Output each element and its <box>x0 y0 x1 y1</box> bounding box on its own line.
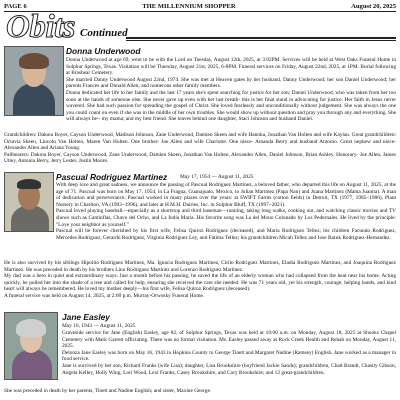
obituary-body-full-width <box>4 132 396 165</box>
obituary-paragraph: Grandchildren: Dakota Boyer, Cayson Underwood, Madison Johnson, Zane Underwood, Damien Skeen and wife Hannha, Jonathan Van Holten and wife Kaylan. Great grandchildren: Octavia Skeen, Lincoln Van Holten, Maren Van Holten. One brother- Joe Allen and wife Charlotte. One niece- Amanda Berry and husband Antonio. Great nephew and niece- Alexander Allen and Ariana Young. <box>4 132 396 152</box>
obituary-paragraph: Jane is survived by her son, Richard Franks (wife Lisa); daughter, Lisa Brookshire (boyfriend Jackie Sands); grandchildren, Chad Brandt, Chasity Gibson, Angela Kelley, Holly Wing, Lori Wood, Lexi Franks, Casey Brookshire, and Cory Brookshire; and 12 great-grandchildren. <box>62 362 396 376</box>
publication-name: THE MILLENNIUM SHOPPER <box>142 3 236 10</box>
page-number: PAGE 6 <box>4 3 27 10</box>
portrait-photo-jane-easley <box>4 312 58 380</box>
obituary-name: Pascual Rodriguez Martinez <box>56 172 168 182</box>
obituary-paragraph: He is also survived by his siblings Hipolito Rodriguez Martinez, Ma. Ignacia Rodriguez Martinez, Cirilo Rodriguez Martinez, Eladia Rodriguez Martinez, and Joaquina Rodriguez Martinez. He was preceded in death by his brothers Lino Rodriguez Martinez and Lorenzo Rodriguez Martinez. <box>4 260 396 273</box>
issue-date: August 20, 2025 <box>351 3 396 10</box>
obituary-dates: May 17, 1954 — August 11, 2025 <box>180 174 254 180</box>
obituary-body <box>62 330 396 376</box>
obituary-paragraph: Pascual loved playing baseball—especially as a shortstop and third baseman—running, taking long walks, cooking out, and watching classic movies and TV shows such as Cantinflas, Chavo del Ocho, and La India Maria. His favorite song was La del Mono Colonado by Los Pedernales. He lived by the principle: "Love your neighbor as yourself." <box>56 208 396 228</box>
section-divider <box>126 37 396 39</box>
obituary-paragraph: Delonza Jane Easley was born on May 16, 1943 in Hopkins County to George Tinett and Margaret Nadine (Ramsey) English. Jane worked as a manager in food service. <box>62 349 396 363</box>
obituary-paragraph: A funeral service was held on August 14, 2025, at 2:00 p.m. Murray-Orwosky Funeral Home. <box>4 292 205 299</box>
obituary-paragraph: Graveside service for Jane (English) Easley, age 82, of Sulphur Springs, Texas was held at 10:00 a.m. on Monday, August 18, 2025 at Shooks Chapel Cemetery with Mark Garrett officiating. There was no formal visitation. Ms. Easley passed away at Rock Creek Health and Rehab on Monday, August 11, 2025. <box>62 330 396 350</box>
section-title: Obits <box>6 9 76 45</box>
obituary-body <box>56 182 396 241</box>
section-continued-label: Continued <box>80 27 128 39</box>
portrait-photo-donna-underwood <box>4 46 64 116</box>
obituary-body-full-width <box>4 260 396 300</box>
obituary-paragraph: Pallbearers: Dakota Boyer, Cayson Underwood, Zane Underwood, Damien Skeen, Jonathan Van Holten, Alexander Allen, Daniel Johnson, Brian Ashley. Honorary- Joe Allen, James Utley, Antonia Berry, Jerry Lester, Justin Moore. <box>4 151 396 165</box>
obituary-paragraph: She married Danny Underwood August 22nd, 1974. She was met at Heaven gates by her husband, Danny Underwood; her son Daniel Underwood; her parents Frances and Donald Allen; and numerous other family members. <box>66 76 396 90</box>
obituary-name: Jane Easley <box>62 312 110 322</box>
obituary-body <box>66 57 396 123</box>
obituary-entry-donna-underwood <box>4 46 396 174</box>
obituary-paragraph: My dad was a hero in quiet and extraordinary ways. Just a month before his passing, he saved the life of an elderly woman who had collapsed from the heat near his home. Acting quickly, he pulled her into the shade of a tree and called for help, ensuring she received the care she needed. He was 71 years old, yet his strength, courage, helping hands, and kind heart will always be remembered. He loved my mother deeply—his first wife, Felisa Quiroz Rodriguez (deceased). <box>4 273 396 293</box>
section-divider-thin <box>126 40 396 41</box>
obituary-paragraph: She was preceded in death by her parents, Tinett and Nadine English; and sister, Maxine George. <box>4 388 212 394</box>
obituary-continuation-pascual <box>4 260 396 318</box>
obituary-entry-jane-easley <box>4 312 396 398</box>
obituary-paragraph: Donna Underwood at age 69, went to be with the Lord on Tuesday, August 12th, 2025, at 3:02PM. Services will be held at West Oaks Funeral Home in Sulphur Springs, Texas. Visitation will be Thursday, August 21st, 2025, 6-8PM. Funeral services on Friday, August 22nd, 2025, at 1PM. Burial following at Brashear Cemetery. <box>66 57 396 77</box>
section-header <box>4 9 396 45</box>
obituary-body-full-width <box>4 388 396 395</box>
obituary-paragraph: Pascual will be forever cherished by his first wife, Felisa Quiroz Rodriguez (deceased), and Maria Rodriguez Tellez; his children Facundo Rodriguez, Mercedes Rodriguez, Gerardo Rodriguez, Virginia Rodriguez Ley, and Fatima Tellez; his grandchildren Micah Tellez and Jose Baruk Rodriguez-Hernandez. <box>56 228 396 241</box>
obituary-entry-pascual-rodriguez-martinez <box>4 172 396 258</box>
obituary-name: Donna Underwood <box>66 46 141 56</box>
obituary-paragraph: Donna dedicated her life to her family and the last 17 years she's spent searching for justice for her son; Daniel Underwood, who was taken from her too soon at the hands of someone else. She never gave up even with her last breath- this is her final stand in advocating for justice. Her faith in Jesus never wavered. She had such passion for spreading the gospel of Christ. She loved fearlessly and unconditionally without judgement. She was always the one you could count on even if she was in the middle of her own troubles. She would show up without question and pray you through any and everything. She will always be-- my mama; and my best friend. She leaves behind one daughter, Staci Johnson and husband Daniel. <box>66 89 396 123</box>
obituary-paragraph: With deep love and great sadness, we announce the passing of Pascual Rodriguez Martinez, a beloved father, who departed this life on August 11, 2025, at the age of 71. Pascual was born on May 17, 1954, in La Fragua, Guanajuato, Mexico, to Julian Martinez (Papa Nan) and Juana Martinez (Mama Juanita). A man of dedication and perseverance, Pascual worked in many places over the years: at SWIFT Farms (cotton fields) in Detroit, TX (1977, 1985~1986), Plant Nursery in Charlton, VA (1993~1996), and later at H.M.H. Dairies, Inc. in Sulphur Bluff, TX (1997~2021). <box>56 182 396 208</box>
obituary-dates: May 16, 1943 — August 11, 2025 <box>62 323 136 329</box>
portrait-photo-pascual-rodriguez-martinez <box>4 172 54 232</box>
